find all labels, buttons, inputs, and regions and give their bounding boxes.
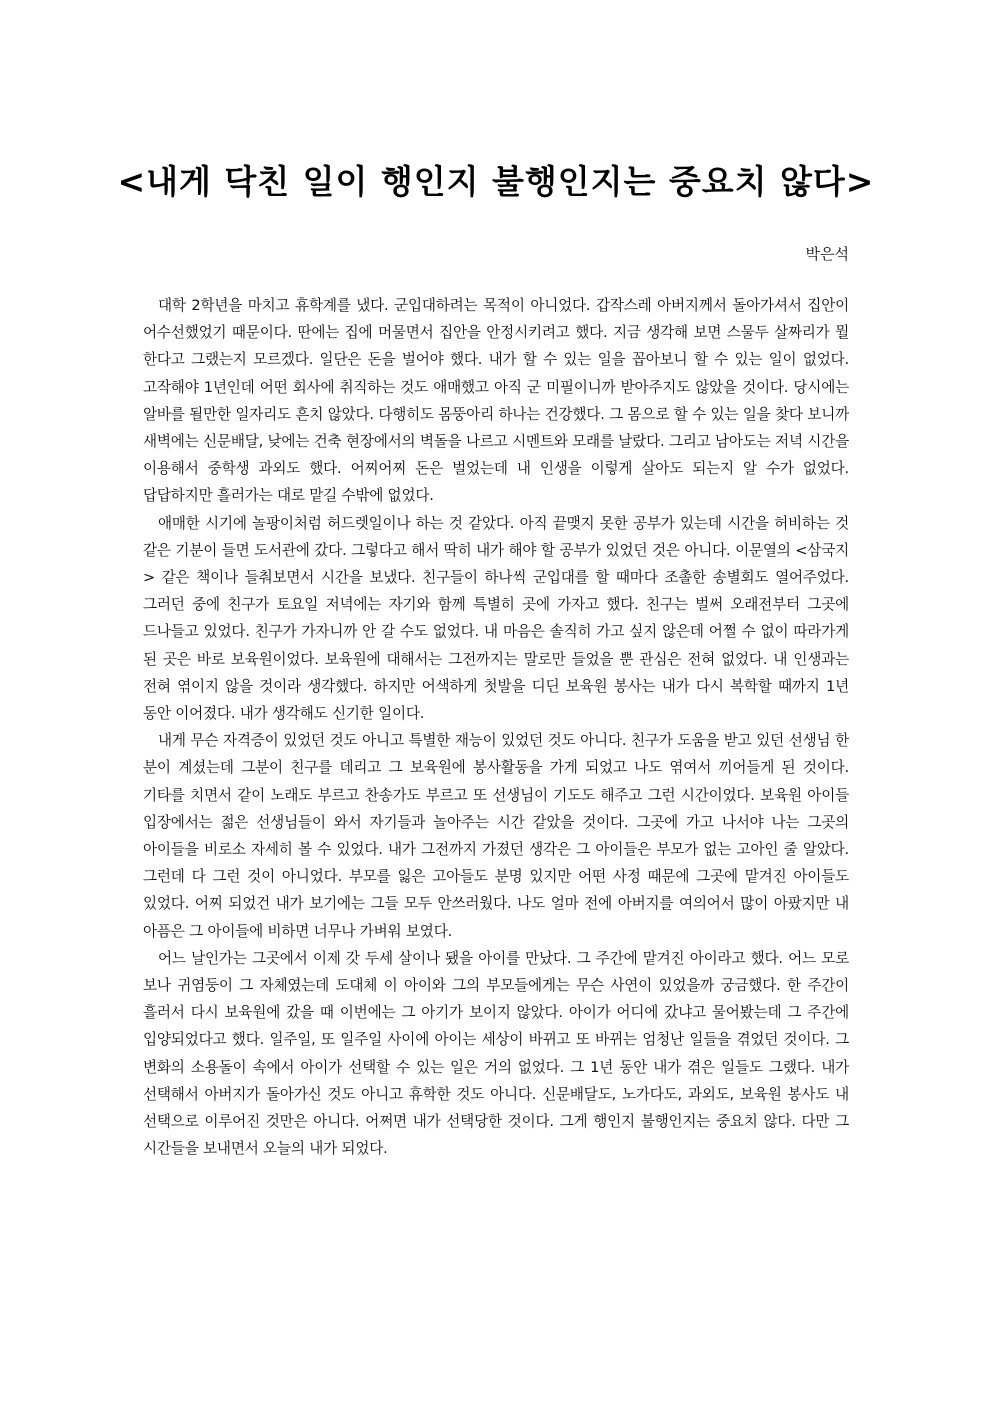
paragraph-4: 어느 날인가는 그곳에서 이제 갓 두세 살이나 됐을 아이를 만났다. 그 주간에 맡겨진 아이라고 했다. 어느 모로 보나 귀염둥이 그 자체였는데 도대체 이 아이와 그의 부모들에게는 무슨 사연이 있었을까 궁금했다. 한 주간이 흘러서 다시 보육원에 갔을 때 이번에는 그 아기가 보이지 않았다. 아이가 어디에 갔냐고 물어봤는데 그 주간에 입양되었다고 했다. 일주일, 또 일주일 사이에 아이는 세상이 바뀌고 또 바뀌는 엄청난 일들을 겪었던 것이다. 그 변화의 소용돌이 속에서 아이가 선택할 수 있는 일은 거의 없었다. 그 1년 동안 내가 겪은 일들도 그랬다. 내가 선택해서 아버지가 돌아가신 것도 아니고 휴학한 것도 아니다. 신문배달도, 노가다도, 과외도, 보육원 봉사도 내 선택으로 이루어진 것만은 아니다. 어쩌면 내가 선택당한 것이다. 그게 행인지 불행인지는 중요치 않다. 다만 그 시간들을 보내면서 오늘의 내가 되었다. (143, 949, 849, 1158)
paragraph-2: 애매한 시기에 놀팡이처럼 허드렛일이나 하는 것 같았다. 아직 끝맺지 못한 공부가 있는데 시간을 허비하는 것 같은 기분이 들면 도서관에 갔다. 그렇다고 해서 딱히 내가 해야 할 공부가 있었던 것은 아니다. 이문열의 <삼국지> 같은 책이나 들춰보면서 시간을 보냈다. 친구들이 하나씩 군입대를 할 때마다 조촐한 송별회도 열어주었다. 그러던 중에 친구가 토요일 저녁에는 자기와 함께 특별히 곳에 가자고 했다. 친구는 벌써 오래전부터 그곳에 드나들고 있었다. 친구가 가자니까 안 갈 수도 없었다. 내 마음은 솔직히 가고 싶지 않은데 어쩔 수 없이 따라가게 된 곳은 바로 보육원이었다. 보육원에 대해서는 그전까지는 말로만 들었을 뿐 관심은 전혀 없었다. 내 인생과는 전혀 엮이지 않을 것이라 생각했다. 하지만 어색하게 첫발을 디딘 보육원 봉사는 내가 다시 복학할 때까지 1년 동안 이어졌다. 내가 생각해도 신기한 일이다. (143, 514, 849, 723)
author-name: 박은석 (805, 245, 849, 263)
paragraph-3: 내게 무슨 자격증이 있었던 것도 아니고 특별한 재능이 있었던 것도 아니다. 친구가 도움을 받고 있던 선생님 한 분이 계셨는데 그분이 친구를 데리고 그 보육원에 봉사활동을 가게 되었고 나도 엮여서 끼어들게 된 것이다. 기타를 치면서 같이 노래도 부르고 찬송가도 부르고 또 선생님이 기도도 해주고 그런 시간이었다. 보육원 아이들 입장에서는 젊은 선생님들이 와서 자기들과 놀아주는 시간 같았을 것이다. 그곳에 가고 나서야 나는 그곳의 아이들을 비로소 자세히 볼 수 있었다. 내가 그전까지 가졌던 생각은 그 아이들은 부모가 없는 고아인 줄 알았다. 그런데 다 그런 것이 아니었다. 부모를 잃은 고아들도 분명 있지만 어떤 사정 때문에 그곳에 맡겨진 아이들도 있었다. 어찌 되었건 내가 보기에는 그들 모두 안쓰러웠다. 나도 얼마 전에 아버지를 여의어서 많이 아팠지만 내 아픔은 그 아이들에 비하면 너무나 가벼워 보였다. (143, 732, 849, 940)
essay-body (143, 292, 849, 1163)
essay-title: <내게 닥친 일이 행인지 불행인지는 중요치 않다> (117, 162, 875, 201)
paragraph-1: 대학 2학년을 마치고 휴학계를 냈다. 군입대하려는 목적이 아니었다. 갑작스레 아버지께서 돌아가셔서 집안이 어수선했었기 때문이다. 딴에는 집에 머물면서 집안을 안정시키려고 했다. 지금 생각해 보면 스물두 살짜리가 뭘 한다고 그랬는지 모르겠다. 일단은 돈을 벌어야 했다. 내가 할 수 있는 일을 꼽아보니 할 수 있는 일이 없었다. 고작해야 1년인데 어떤 회사에 취직하는 것도 애매했고 아직 군 미필이니까 받아주지도 않았을 것이다. 당시에는 알바를 될만한 일자리도 흔치 않았다. 다행히도 몸뚱아리 하나는 건강했다. 그 몸으로 할 수 있는 일을 찾다 보니까 새벽에는 신문배달, 낮에는 건축 현장에서의 벽돌을 나르고 시멘트와 모래를 날랐다. 그리고 남아도는 저녁 시간을 이용해서 중학생 과외도 했다. 어찌어찌 돈은 벌었는데 내 인생을 이렇게 살아도 되는지 알 수가 없었다. 답답하지만 흘러가는 대로 맡길 수밖에 없었다. (143, 297, 849, 505)
